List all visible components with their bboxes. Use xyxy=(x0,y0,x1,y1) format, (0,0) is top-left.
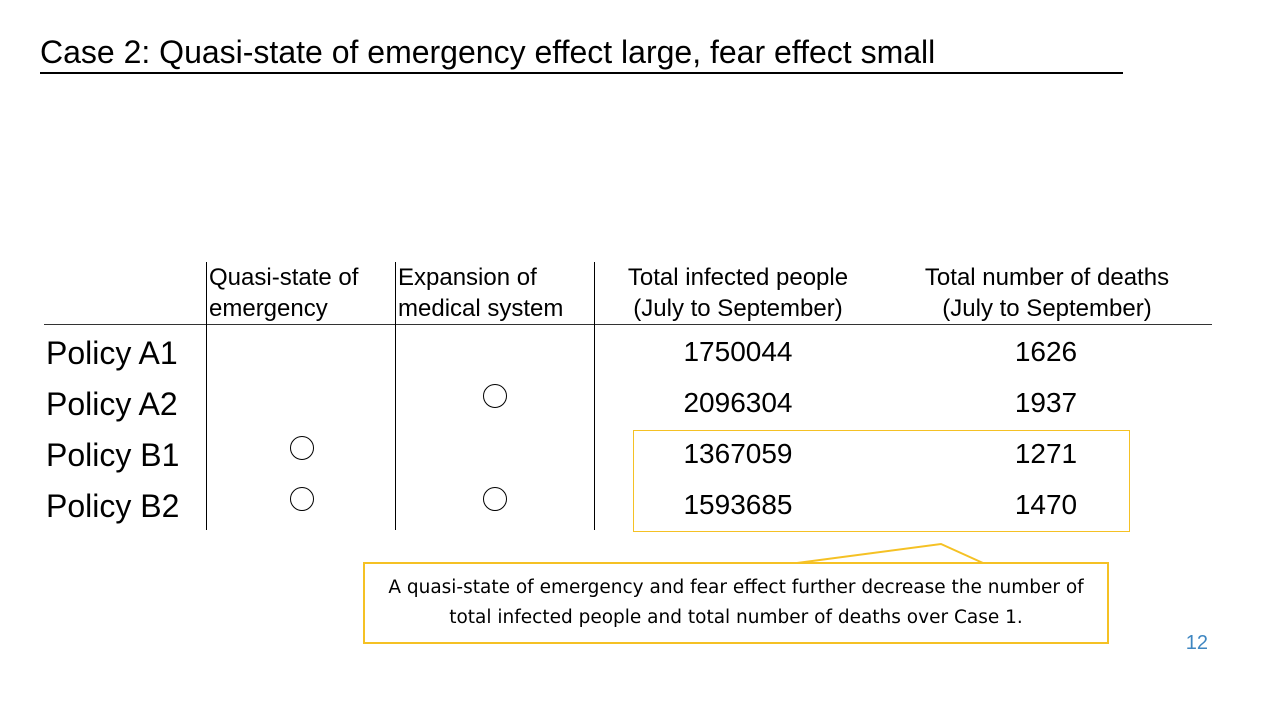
deaths-b1: 1271 xyxy=(1014,438,1078,469)
column-divider-3 xyxy=(594,262,595,530)
header-divider xyxy=(44,324,1212,325)
column-divider-1 xyxy=(206,262,207,530)
infected-b1: 1367059 xyxy=(683,438,793,469)
highlight-box-b-policies xyxy=(633,430,1130,532)
infected-b2: 1593685 xyxy=(683,489,793,520)
header-total-deaths xyxy=(882,262,1212,324)
header-expansion-line1: Expansion of xyxy=(398,264,537,291)
callout-box xyxy=(363,562,1109,644)
slide-title: Case 2: Quasi-state of emergency effect large, fear effect small xyxy=(40,32,1123,74)
header-total-deaths-line2: (July to September) xyxy=(942,295,1152,322)
header-total-infected-line2: (July to September) xyxy=(633,295,843,322)
circle-mark-a2-expansion xyxy=(483,384,507,408)
header-expansion xyxy=(398,262,563,324)
infected-a1: 1750044 xyxy=(683,336,793,367)
row-label-a1: Policy A1 xyxy=(46,335,178,371)
row-label-a2: Policy A2 xyxy=(46,386,178,422)
header-total-infected-line1: Total infected people xyxy=(627,264,849,291)
callout-text-line1: A quasi-state of emergency and fear effect further decrease the number of xyxy=(388,577,1084,598)
row-label-b1: Policy B1 xyxy=(46,437,180,473)
callout-text-line2: total infected people and total number of deaths over Case 1. xyxy=(449,607,1023,628)
header-quasi-state-line1: Quasi-state of xyxy=(209,264,359,291)
circle-mark-b2-expansion xyxy=(483,487,507,511)
column-divider-2 xyxy=(395,262,396,530)
deaths-a2: 1937 xyxy=(1014,387,1078,418)
deaths-b2: 1470 xyxy=(1014,489,1078,520)
callout-text xyxy=(388,573,1083,633)
row-label-b2: Policy B2 xyxy=(46,488,180,524)
header-total-deaths-line1: Total number of deaths xyxy=(924,264,1170,291)
circle-mark-b1-quasi-state xyxy=(290,436,314,460)
header-quasi-state-line2: emergency xyxy=(209,295,328,322)
deaths-a1: 1626 xyxy=(1014,336,1078,367)
circle-mark-b2-quasi-state xyxy=(290,487,314,511)
page-number: 12 xyxy=(1185,632,1208,654)
header-quasi-state xyxy=(209,262,358,324)
header-total-infected xyxy=(598,262,878,324)
header-expansion-line2: medical system xyxy=(398,295,564,322)
infected-a2: 2096304 xyxy=(683,387,793,418)
